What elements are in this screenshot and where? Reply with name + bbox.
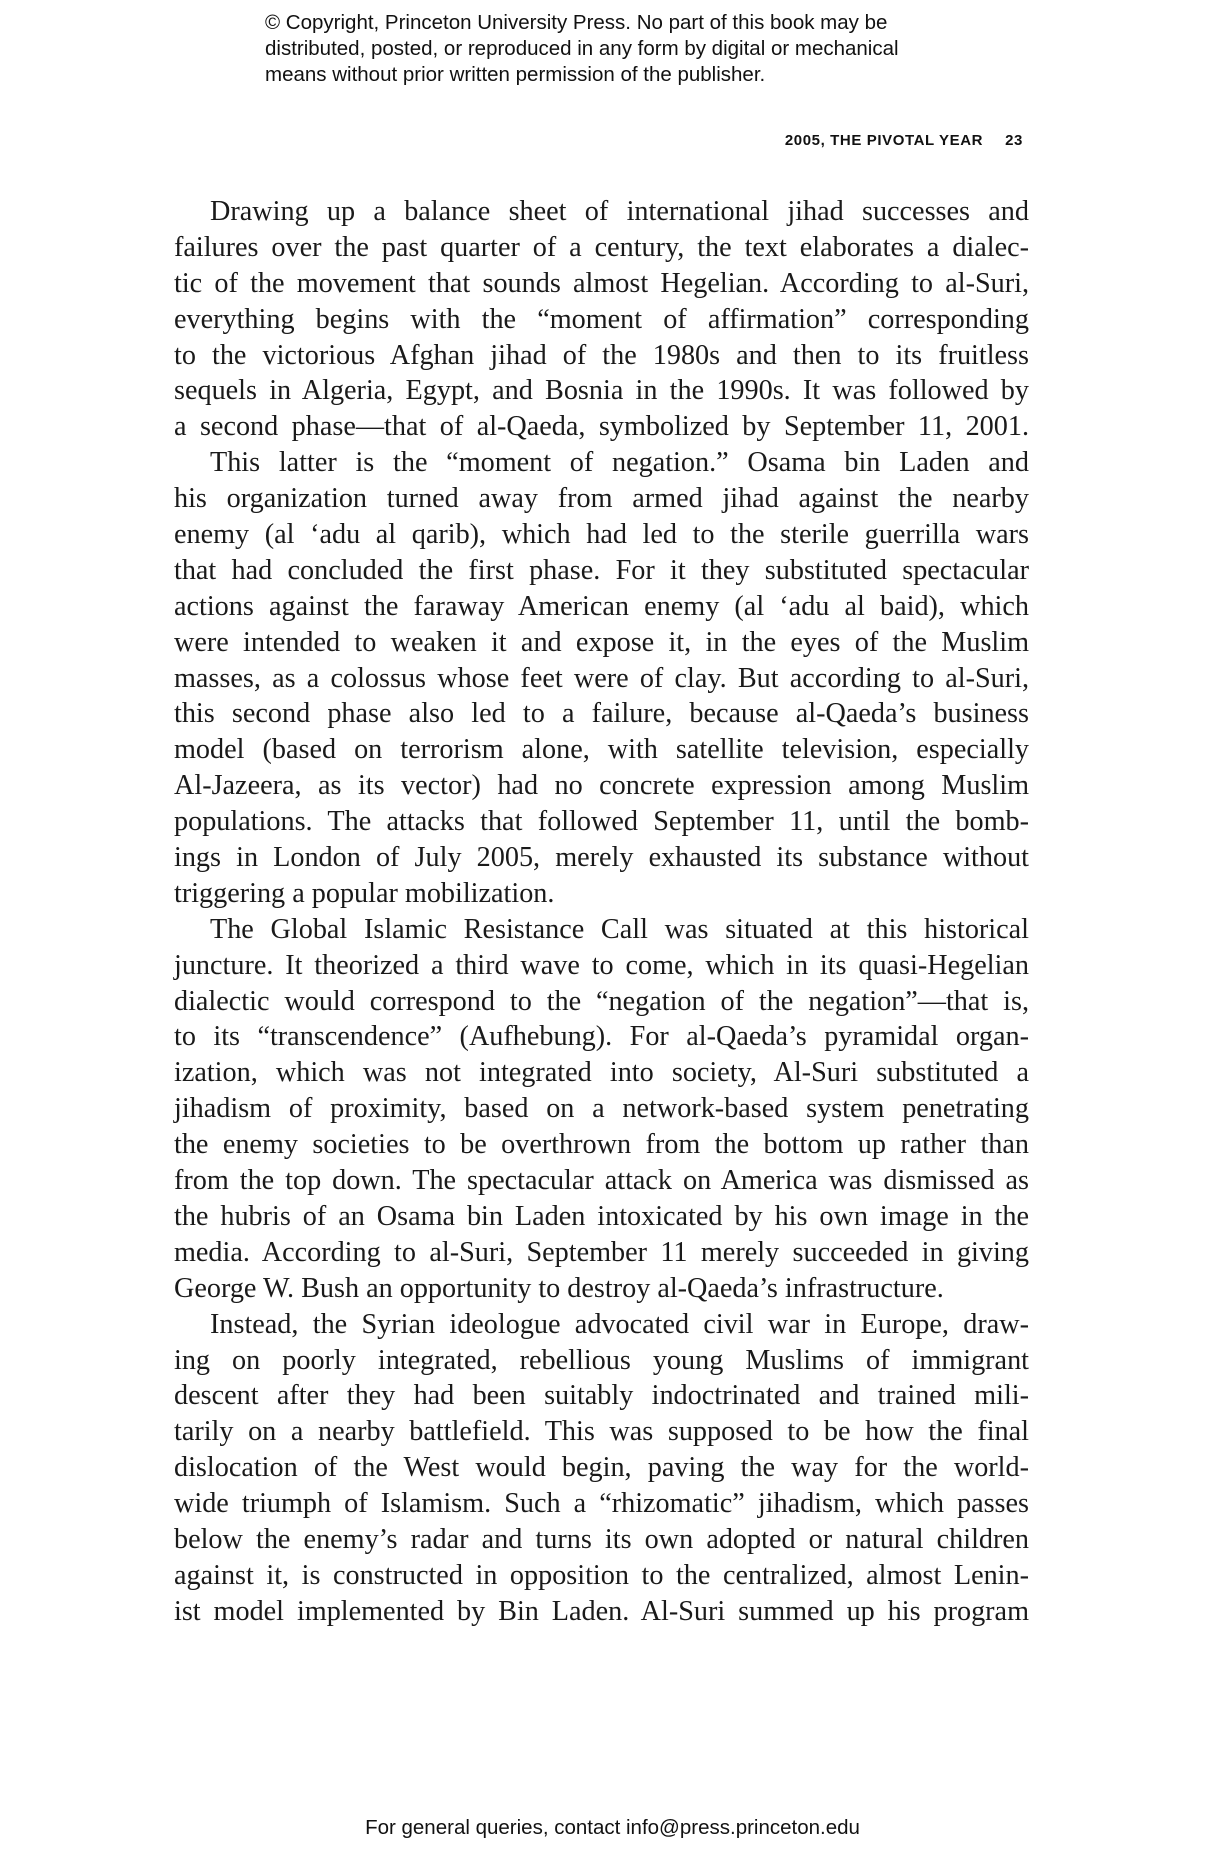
- copyright-notice: [265, 10, 1025, 88]
- text-line: dislocation of the West would begin, paving the way for the world-: [174, 1452, 1029, 1484]
- text-line: below the enemy’s radar and turns its own adopted or natural children: [174, 1523, 1029, 1555]
- copyright-line: means without prior written permission of the publisher.: [265, 63, 766, 86]
- text-line: Drawing up a balance sheet of international jihad successes and: [210, 196, 1029, 227]
- text-line: triggering a popular mobilization.: [174, 877, 555, 909]
- text-line: Al-Jazeera, as its vector) had no concrete expression among Muslim: [174, 770, 1029, 802]
- text-line: from the top down. The spectacular attack on America was dismissed as: [174, 1165, 1029, 1197]
- text-line: the enemy societies to be overthrown from the bottom up rather than: [174, 1129, 1029, 1161]
- text-line: media. According to al-Suri, September 11 merely succeeded in giving: [174, 1236, 1029, 1268]
- text-line: tic of the movement that sounds almost Hegelian. According to al-Suri,: [174, 267, 1029, 299]
- text-line: dialectic would correspond to the “negation of the negation”—that is,: [174, 985, 1029, 1017]
- text-line: populations. The attacks that followed September 11, until the bomb-: [174, 806, 1029, 838]
- text-line: this second phase also led to a failure, because al-Qaeda’s business: [174, 698, 1029, 730]
- text-line: jihadism of proximity, based on a network-based system penetrating: [174, 1093, 1029, 1125]
- text-line: the hubris of an Osama bin Laden intoxicated by his own image in the: [174, 1200, 1029, 1232]
- text-line: Instead, the Syrian ideologue advocated civil war in Europe, draw-: [210, 1308, 1029, 1340]
- text-line: to the victorious Afghan jihad of the 1980s and then to its fruitless: [174, 339, 1029, 371]
- text-line: George W. Bush an opportunity to destroy al-Qaeda’s infrastructure.: [174, 1272, 944, 1304]
- text-line: against it, is constructed in opposition to the centralized, almost Lenin-: [174, 1559, 1029, 1591]
- text-line: ings in London of July 2005, merely exhausted its substance without: [174, 842, 1029, 874]
- text-line: The Global Islamic Resistance Call was situated at this historical: [210, 913, 1029, 945]
- text-line: descent after they had been suitably indoctrinated and trained mili-: [174, 1380, 1029, 1412]
- copyright-line: © Copyright, Princeton University Press. No part of this book may be: [265, 11, 888, 34]
- running-head-title: 2005, THE PIVOTAL YEAR: [784, 132, 984, 149]
- text-line: This latter is the “moment of negation.” Osama bin Laden and: [210, 447, 1029, 479]
- text-line: to its “transcendence” (Aufhebung). For al-Qaeda’s pyramidal organ-: [174, 1021, 1029, 1053]
- text-line: ization, which was not integrated into society, Al-Suri substituted a: [174, 1057, 1029, 1089]
- text-line: actions against the faraway American enemy (al ‘adu al baid), which: [174, 590, 1029, 622]
- text-line: his organization turned away from armed jihad against the nearby: [174, 483, 1029, 515]
- text-line: were intended to weaken it and expose it, in the eyes of the Muslim: [174, 626, 1029, 658]
- text-line: everything begins with the “moment of affirmation” corresponding: [174, 303, 1029, 335]
- footer-contact: For general queries, contact info@press.princeton.edu: [365, 1816, 860, 1839]
- text-line: masses, as a colossus whose feet were of clay. But according to al-Suri,: [174, 662, 1029, 694]
- text-line: wide triumph of Islamism. Such a “rhizomatic” jihadism, which passes: [174, 1488, 1029, 1520]
- page-number: 23: [1005, 132, 1023, 149]
- text-line: tarily on a nearby battlefield. This was supposed to be how the final: [174, 1416, 1029, 1448]
- text-line: sequels in Algeria, Egypt, and Bosnia in the 1990s. It was followed by: [174, 375, 1029, 407]
- text-line: ist model implemented by Bin Laden. Al-Suri summed up his program: [174, 1595, 1029, 1627]
- copyright-line: distributed, posted, or reproduced in any form by digital or mechanical: [265, 37, 899, 60]
- text-line: failures over the past quarter of a century, the text elaborates a dialec-: [174, 231, 1029, 263]
- text-line: a second phase—that of al-Qaeda, symbolized by September 11, 2001.: [174, 411, 1029, 443]
- body-text: [174, 194, 1029, 1630]
- text-line: juncture. It theorized a third wave to come, which in its quasi-Hegelian: [174, 949, 1029, 981]
- text-line: model (based on terrorism alone, with satellite television, especially: [174, 734, 1029, 766]
- text-line: enemy (al ‘adu al qarib), which had led to the sterile guerrilla wars: [174, 519, 1029, 551]
- text-line: that had concluded the first phase. For it they substituted spectacular: [174, 554, 1029, 586]
- running-head: [700, 132, 1023, 149]
- text-line: ing on poorly integrated, rebellious young Muslims of immigrant: [174, 1344, 1029, 1376]
